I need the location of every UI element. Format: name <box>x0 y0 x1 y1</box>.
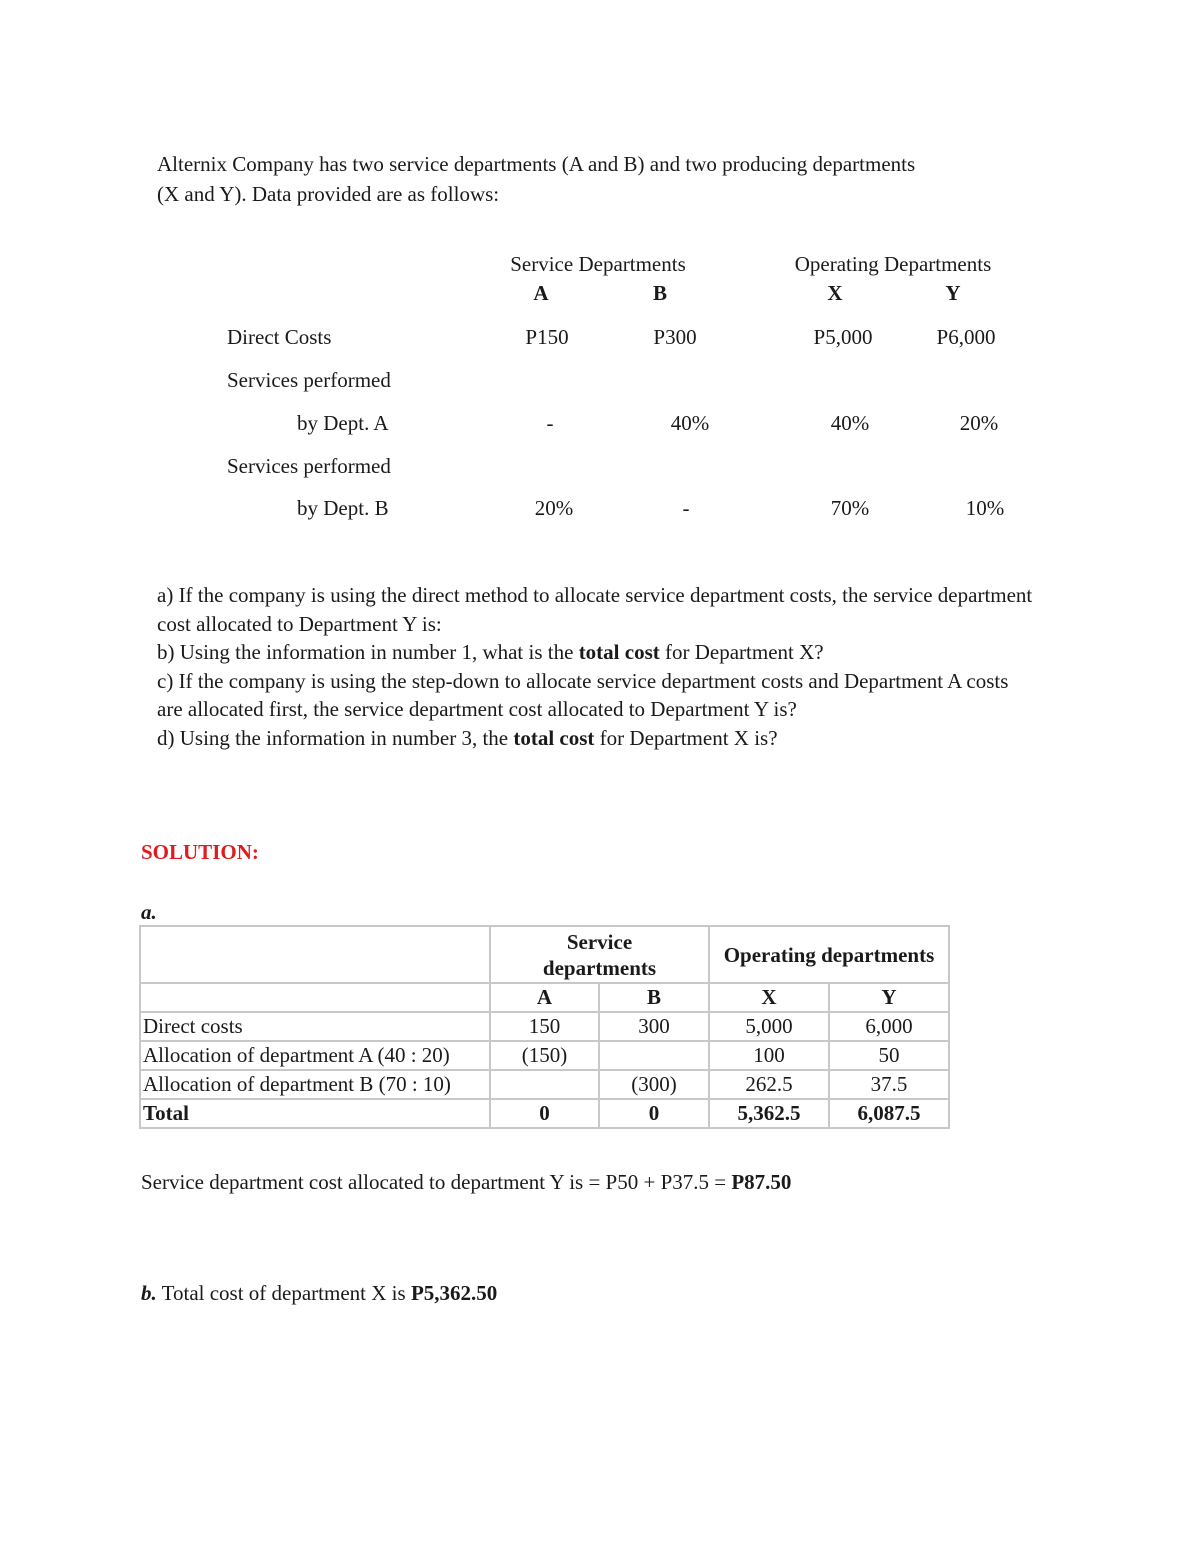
allocation-table <box>139 925 950 1129</box>
table-col-x: X <box>709 983 829 1012</box>
table-row <box>140 1041 949 1070</box>
intro-line-2: (X and Y). Data provided are as follows: <box>157 182 500 206</box>
solution-heading: SOLUTION: <box>141 840 259 864</box>
direct-cost-b: P300 <box>653 325 697 349</box>
dept-a-to-b: 40% <box>670 411 710 435</box>
question-a: a) If the company is using the direct method to allocate service department costs, the service department cost allocated to Department Y is: <box>157 583 1033 636</box>
col-header-x: X <box>827 281 843 305</box>
question-d: d) Using the information in number 3, the total cost for Department X is? <box>157 725 778 750</box>
cell-y: 6,000 <box>829 1012 949 1041</box>
row-label: Direct costs <box>140 1012 490 1041</box>
cell-y: 37.5 <box>829 1070 949 1099</box>
answer-b: b. Total cost of department X is P5,362.50 <box>141 1281 498 1305</box>
cell-x: 262.5 <box>709 1070 829 1099</box>
cell-a <box>490 1070 599 1099</box>
table-row <box>140 1012 949 1041</box>
col-header-y: Y <box>945 281 961 305</box>
question-c: c) If the company is using the step-down to allocate service department costs and Department A costs are allocated first, the service department cost allocated to Department Y is? <box>157 668 1009 721</box>
dept-a-to-a: - <box>546 411 554 435</box>
cell-a: 0 <box>490 1099 599 1128</box>
part-a-label: a. <box>141 900 157 924</box>
dept-b-to-b: - <box>682 496 690 520</box>
table-col-y: Y <box>829 983 949 1012</box>
direct-cost-a: P150 <box>525 325 569 349</box>
dept-a-to-y: 20% <box>959 411 999 435</box>
intro-line-1: Alternix Company has two service departments (A and B) and two producing departments <box>157 152 916 176</box>
cell-a: 150 <box>490 1012 599 1041</box>
dept-b-to-x: 70% <box>830 496 870 520</box>
cell-y: 50 <box>829 1041 949 1070</box>
col-header-b: B <box>652 281 668 305</box>
dept-b-to-y: 10% <box>965 496 1005 520</box>
table-col-empty <box>140 983 490 1012</box>
table-service-departments-header: Service departments <box>490 926 709 983</box>
row-label-by-dept-b: by Dept. B <box>297 496 389 520</box>
cell-b: 300 <box>599 1012 709 1041</box>
row-label: Allocation of department B (70 : 10) <box>140 1070 490 1099</box>
table-col-a: A <box>490 983 599 1012</box>
table-col-b: B <box>599 983 709 1012</box>
row-label: Allocation of department A (40 : 20) <box>140 1041 490 1070</box>
cell-x: 5,362.5 <box>709 1099 829 1128</box>
cell-x: 100 <box>709 1041 829 1070</box>
row-label-services-performed-a: Services performed <box>227 368 391 392</box>
table-header-row-1 <box>140 926 949 983</box>
table-row <box>140 1070 949 1099</box>
part-b-label: b. <box>141 1281 157 1305</box>
direct-cost-y: P6,000 <box>936 325 996 349</box>
service-departments-header: Service Departments <box>510 252 686 276</box>
questions-block <box>157 581 1037 752</box>
intro-paragraph <box>157 149 1037 209</box>
col-header-a: A <box>533 281 549 305</box>
table-operating-departments-header: Operating departments <box>709 926 949 983</box>
direct-cost-x: P5,000 <box>813 325 873 349</box>
cell-b: 0 <box>599 1099 709 1128</box>
table-row-total <box>140 1099 949 1128</box>
cell-b <box>599 1041 709 1070</box>
question-b: b) Using the information in number 1, what is the total cost for Department X? <box>157 640 824 664</box>
cell-y: 6,087.5 <box>829 1099 949 1128</box>
row-label-by-dept-a: by Dept. A <box>297 411 389 435</box>
table-header-empty <box>140 926 490 983</box>
table-header-row-2 <box>140 983 949 1012</box>
cell-x: 5,000 <box>709 1012 829 1041</box>
answer-a: Service department cost allocated to department Y is = P50 + P37.5 = P87.50 <box>141 1170 792 1194</box>
dept-a-to-x: 40% <box>830 411 870 435</box>
dept-b-to-a: 20% <box>534 496 574 520</box>
row-label-direct-costs: Direct Costs <box>227 325 332 349</box>
cell-a: (150) <box>490 1041 599 1070</box>
row-label: Total <box>140 1099 490 1128</box>
operating-departments-header: Operating Departments <box>794 252 992 276</box>
row-label-services-performed-b: Services performed <box>227 454 391 478</box>
cell-b: (300) <box>599 1070 709 1099</box>
